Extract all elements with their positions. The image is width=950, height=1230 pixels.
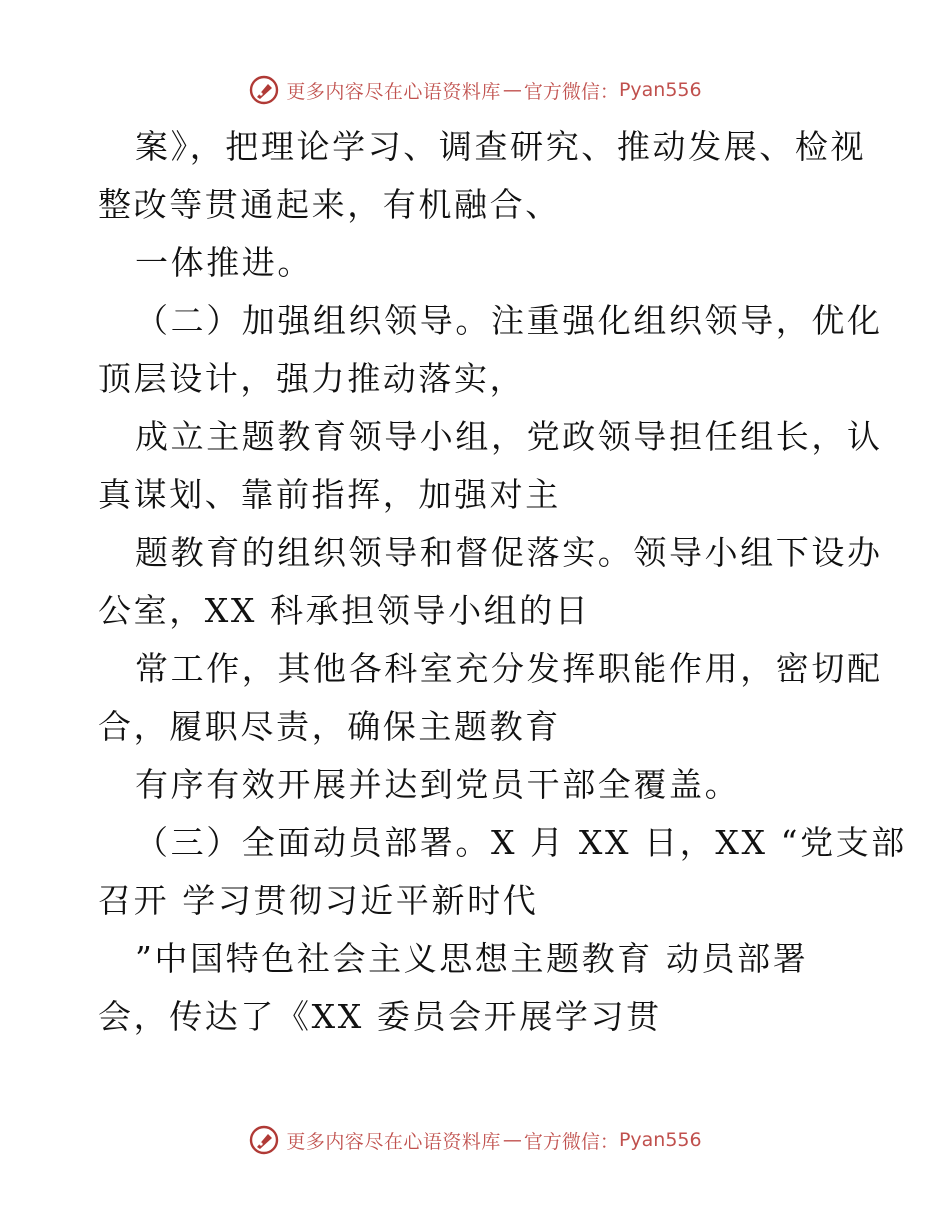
watermark-dash: — — [502, 1129, 522, 1151]
watermark-label: 官方微信： — [523, 80, 619, 103]
watermark-brand: 更多内容尽在心语资料库 — [286, 1130, 501, 1153]
watermark-dash: — — [502, 79, 522, 101]
body-line: 合，履职尽责，确保主题教育 — [98, 707, 561, 746]
pen-nib-logo-icon — [248, 74, 280, 106]
footer-watermark — [0, 1120, 950, 1160]
body-line: ”中国特色社会主义思想主题教育 动员部署 — [135, 939, 809, 978]
document-body — [98, 118, 907, 1046]
body-line: 成立主题教育领导小组，党政领导担任组长，认 — [135, 417, 883, 456]
body-line: 一体推进。 — [135, 243, 313, 282]
watermark-id: Pyan556 — [618, 1129, 702, 1151]
body-line: 案》，把理论学习、调查研究、推动发展、检视 — [135, 127, 867, 166]
body-line: 有序有效开展并达到党员干部全覆盖。 — [135, 765, 741, 804]
watermark-brand: 更多内容尽在心语资料库 — [286, 80, 501, 103]
body-line: 整改等贯通起来，有机融合、 — [98, 185, 561, 224]
body-line: 会，传达了《XX 委员会开展学习贯 — [98, 997, 662, 1036]
body-line: （二）加强组织领导。注重强化组织领导，优化 — [135, 301, 883, 340]
watermark-label: 官方微信： — [523, 1130, 619, 1153]
watermark-id: Pyan556 — [618, 79, 702, 101]
body-line: 题教育的组织领导和督促落实。领导小组下设办 — [135, 533, 883, 572]
body-line: 召开 学习贯彻习近平新时代 — [98, 881, 539, 920]
body-line: 真谋划、靠前指挥，加强对主 — [98, 475, 561, 514]
pen-nib-logo-icon — [248, 1124, 280, 1156]
body-line: （三）全面动员部署。X 月 XX 日，XX “党支部 — [135, 823, 907, 862]
body-line: 公室，XX 科承担领导小组的日 — [98, 591, 591, 630]
body-line: 常工作，其他各科室充分发挥职能作用，密切配 — [135, 649, 883, 688]
body-line: 顶层设计，强力推动落实， — [98, 359, 526, 398]
header-watermark — [0, 70, 950, 110]
